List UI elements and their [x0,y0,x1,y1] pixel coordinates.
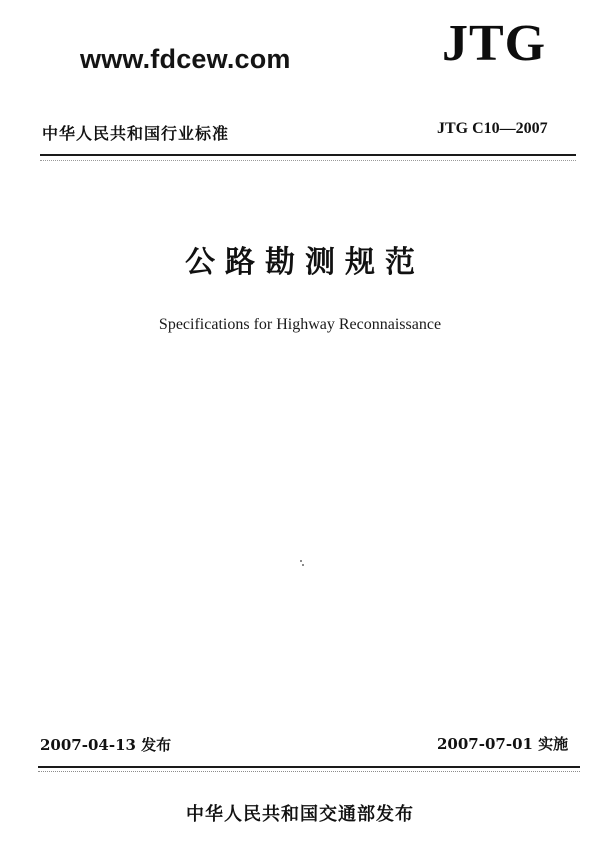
publisher: 中华人民共和国交通部发布 [186,804,414,825]
standard-number: JTG C10—2007 [437,120,548,137]
document-title-chinese: 公路勘测规范 [185,245,425,280]
bottom-divider [38,766,580,768]
standard-category: 中华人民共和国行业标准 [42,124,230,143]
implementation-date: 2007-07-01 实施 [437,735,569,753]
scan-speck [302,564,304,566]
bottom-divider-shadow [38,771,580,772]
standard-code-mark: JTG [442,15,547,72]
issue-date: 2007-04-13 发布 [40,736,172,754]
top-divider-shadow [40,160,576,161]
website-url: www.fdcew.com [80,44,291,74]
top-divider [40,154,576,156]
document-title-english: Specifications for Highway Reconnaissance [158,316,442,333]
scan-speck [300,560,302,562]
